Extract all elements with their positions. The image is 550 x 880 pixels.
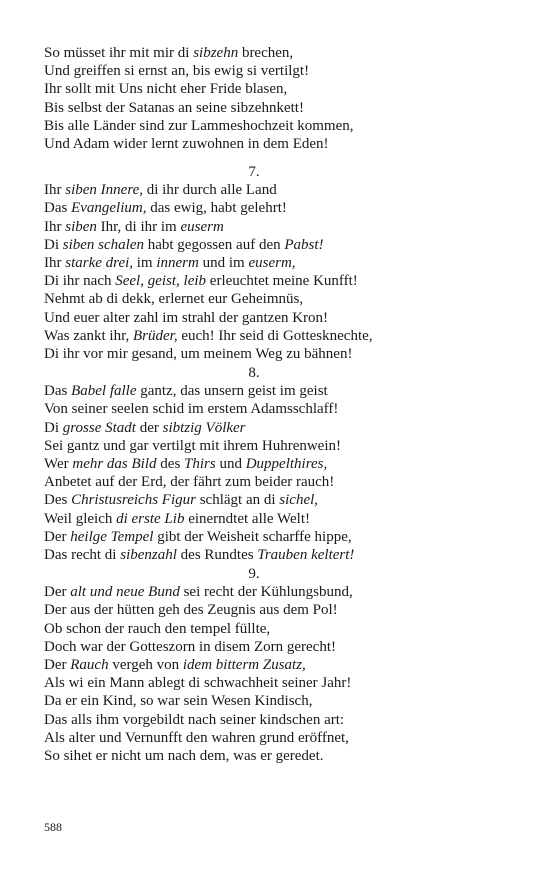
text: Di ihr nach	[44, 273, 116, 290]
poem-line	[44, 218, 224, 236]
italic-text: starke drei,	[65, 255, 134, 271]
text: Von seiner seelen schid im erstem Adamsschlaff!	[44, 401, 339, 418]
poem-line	[44, 236, 324, 254]
italic-text: idem bitterm Zusatz,	[182, 657, 306, 673]
italic-text: Rauch	[70, 657, 109, 673]
italic-text: innerm	[156, 255, 199, 271]
text: Wer	[44, 456, 73, 472]
poem-line	[44, 327, 373, 345]
text: im	[133, 255, 157, 271]
text: der	[135, 419, 163, 436]
poem-line	[44, 583, 353, 601]
stanza-number: 9.	[248, 566, 260, 582]
italic-text: alt und neue Bund	[70, 584, 180, 601]
text: Bis selbst der Satanas an seine sibzehnkett!	[44, 99, 304, 116]
poem-line	[44, 546, 354, 564]
italic-text: heilge Tempel	[70, 528, 154, 545]
text: das ewig, habt gelehrt!	[146, 200, 287, 217]
italic-text: siben Innere,	[65, 182, 144, 199]
text: des	[156, 456, 185, 472]
text: und	[215, 456, 246, 472]
text: Das alls ihm vorgebildt nach seiner kindschen art:	[44, 711, 345, 728]
text: Der	[44, 584, 71, 601]
italic-text: Pabst!	[284, 236, 324, 253]
text: gantz, das unsern geist im geist	[136, 383, 328, 400]
text: Der	[44, 528, 71, 545]
italic-text: Trauben keltert!	[257, 547, 355, 563]
poem-line	[44, 117, 354, 135]
page-number: 588	[44, 820, 62, 834]
text: Di	[44, 236, 63, 253]
poem-line	[44, 510, 310, 528]
italic-text: sibtzig Völker	[162, 419, 246, 436]
italic-text: Christusreichs Figur	[71, 492, 196, 509]
text: Bis alle Länder sind zur Lammeshochzeit kommen,	[44, 117, 354, 134]
italic-text: Babel falle	[71, 383, 137, 400]
text: Des	[44, 492, 72, 509]
text: sei recht der Kühlungsbund,	[179, 584, 353, 601]
text: Als alter und Vernunfft den wahren grund eröffnet,	[44, 729, 349, 746]
text: Das recht di	[44, 547, 121, 563]
text: und im	[198, 255, 249, 271]
poem-line	[44, 528, 352, 546]
text: Anbetet auf der Erd, der fährt zum beider rauch!	[44, 474, 335, 491]
text: habt gegossen auf den	[143, 236, 285, 253]
text: Di ihr vor mir gesand, um meinem Weg zu bähnen!	[44, 346, 353, 362]
text: Und euer alter zahl im strahl der gantzen Kron!	[44, 309, 329, 326]
text: Der	[44, 657, 71, 673]
poem-line	[44, 711, 344, 729]
text: Ihr	[44, 182, 66, 199]
poem-line	[44, 620, 270, 638]
italic-text: sibenzahl	[120, 547, 177, 563]
italic-text: mehr das Bild	[72, 456, 157, 472]
text: einerndtet alle Welt!	[184, 510, 310, 527]
poem-line	[44, 729, 349, 747]
text: Was zankt ihr,	[44, 327, 133, 344]
text: Di	[44, 419, 63, 436]
text: Doch war der Gotteszorn in disem Zorn gerecht!	[44, 638, 336, 655]
text: Das	[44, 200, 72, 217]
text: Als wi ein Mann ablegt di schwachheit seiner Jahr!	[44, 675, 352, 692]
poem-line	[44, 80, 287, 98]
text: Da er ein Kind, so war sein Wesen Kindisch,	[44, 693, 313, 710]
poem-line	[44, 455, 327, 473]
text: vergeh von	[108, 657, 183, 673]
poem-line	[44, 290, 303, 308]
poem-line	[44, 419, 246, 437]
italic-text: euserm	[180, 218, 224, 235]
poem-line	[44, 62, 309, 80]
italic-text: sibzehn	[193, 45, 239, 61]
text: Der aus der hütten geh des Zeugnis aus dem Pol!	[44, 602, 338, 619]
text: Ihr sollt mit Uns nicht eher Fride blasen,	[44, 81, 288, 98]
poem-line	[44, 601, 338, 619]
italic-text: euserm,	[248, 255, 296, 271]
stanza-number: 7.	[248, 164, 260, 180]
text: Und Adam wider lernt zuwohnen in dem Eden!	[44, 136, 329, 152]
poem-line	[44, 345, 352, 363]
poem-line	[44, 382, 328, 400]
text: Das	[44, 383, 72, 400]
italic-text: grosse Stadt	[62, 419, 136, 436]
text: Ihr, di ihr im	[96, 218, 181, 235]
poem-line	[44, 437, 341, 455]
text: euch! Ihr seid di Gottesknechte,	[177, 327, 373, 344]
stanza-number: 8.	[248, 365, 260, 381]
text: Sei gantz und gar vertilgt mit ihrem Huhrenwein!	[44, 437, 342, 454]
poem-line	[44, 44, 293, 62]
poem-line	[44, 674, 351, 692]
poem-line	[44, 473, 334, 491]
poem-line	[44, 638, 336, 656]
poem-line	[44, 135, 329, 153]
italic-text: siben	[65, 218, 97, 235]
text: Ihr	[44, 218, 66, 235]
poem-line	[44, 692, 312, 710]
italic-text: Brüder,	[133, 327, 178, 344]
text: So sihet er nicht um nach dem, was er geredet.	[44, 748, 324, 764]
text: erleuchtet meine Kunfft!	[206, 273, 358, 290]
italic-text: Evangelium,	[71, 200, 147, 217]
text: Nehmt ab di dekk, erlernet eur Geheimnüs,	[44, 291, 304, 308]
poem-line	[44, 99, 304, 117]
poem-line	[44, 400, 338, 418]
italic-text: di erste Lib	[116, 510, 185, 527]
italic-text: sichel,	[279, 492, 319, 509]
poem-line	[44, 254, 296, 272]
text: brechen,	[238, 45, 294, 61]
poem-line	[44, 181, 277, 199]
text: Und greiffen si ernst an, bis ewig si vertilgt!	[44, 63, 310, 80]
text: gibt der Weisheit scharffe hippe,	[153, 528, 352, 545]
italic-text: Thirs	[184, 456, 216, 472]
poem-line	[44, 656, 306, 674]
text: di ihr durch alle Land	[143, 182, 277, 199]
italic-text: Seel, geist, leib	[115, 273, 207, 290]
poem-line	[44, 747, 324, 765]
poem-line	[44, 272, 358, 290]
poem-line	[44, 491, 318, 509]
text: des Rundtes	[176, 547, 258, 563]
italic-text: Duppelthires,	[245, 456, 328, 472]
text: Ihr	[44, 255, 66, 271]
text: Weil gleich	[44, 510, 117, 527]
text: So müsset ihr mit mir di	[44, 45, 194, 61]
italic-text: siben schalen	[62, 236, 144, 253]
text: Ob schon der rauch den tempel füllte,	[44, 620, 271, 637]
poem-line	[44, 309, 328, 327]
text: schlägt an di	[195, 492, 280, 509]
poem-line	[44, 199, 287, 217]
